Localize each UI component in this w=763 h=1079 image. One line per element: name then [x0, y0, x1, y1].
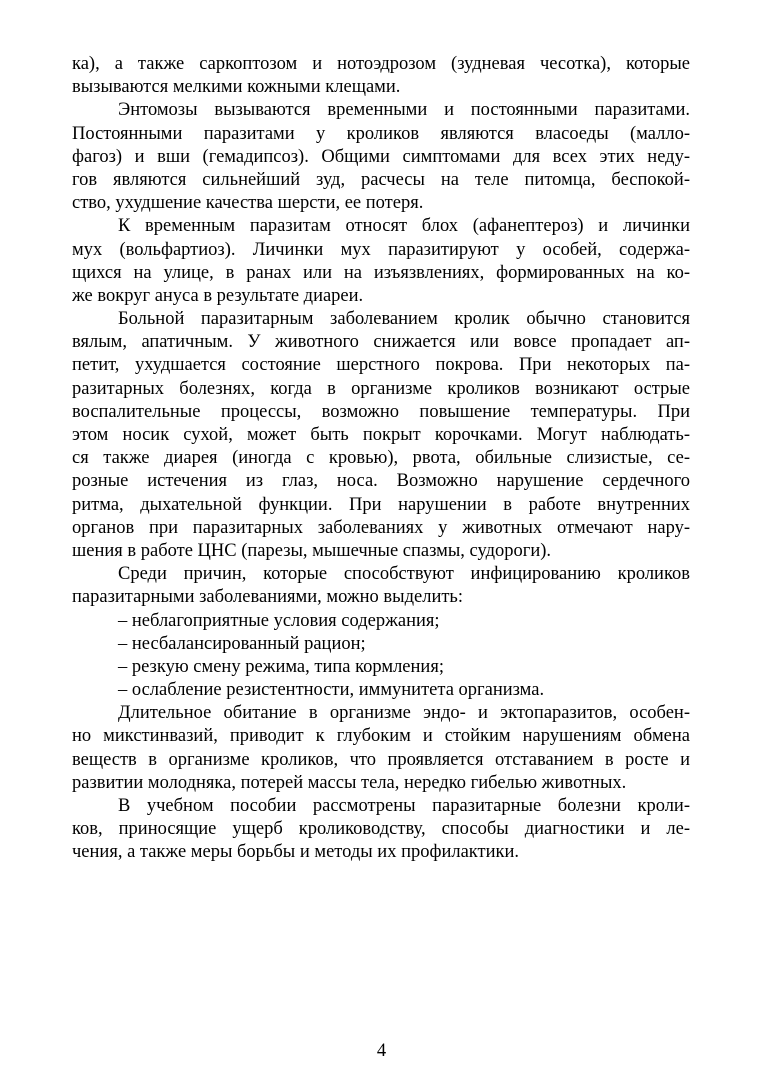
text-line: – ослабление резистентности, иммунитета организма. [118, 680, 545, 701]
paragraph [72, 633, 690, 656]
text-line: паразитарными заболеваниями, можно выделить: [72, 587, 464, 608]
page-body [72, 53, 690, 865]
text-line: – несбалансированный рацион; [118, 633, 366, 654]
text-line: воспалительные процессы, возможно повышение температуры. При [72, 401, 690, 422]
text-line: Больной паразитарным заболеванием кролик обычно становится [118, 309, 690, 330]
text-line: ков, приносящие ущерб кролиководству, способы диагностики и ле- [72, 819, 690, 840]
paragraph [72, 656, 690, 679]
text-line: петит, ухудшается состояние шерстного покрова. При некоторых па- [72, 355, 690, 376]
text-line: ся также диарея (иногда с кровью), рвота, обильные слизистые, се- [72, 448, 690, 469]
text-line: шения в работе ЦНС (парезы, мышечные спазмы, судороги). [72, 540, 552, 561]
paragraph [72, 795, 690, 865]
text-line: – неблагоприятные условия содержания; [118, 610, 440, 631]
page-number: 4 [376, 1041, 387, 1061]
text-line: щихся на улице, в ранах или на изъязвлениях, формированных на ко- [72, 262, 690, 283]
text-line: Среди причин, которые способствуют инфицированию кроликов [118, 564, 690, 585]
text-line: же вокруг ануса в результате диареи. [72, 285, 364, 306]
text-line: ритма, дыхательной функции. При нарушении в работе внутренних [72, 494, 690, 515]
text-line: гов являются сильнейший зуд, расчесы на теле питомца, беспокой- [72, 169, 690, 190]
text-line: розные истечения из глаз, носа. Возможно нарушение сердечного [72, 471, 690, 492]
text-line: развитии молодняка, потерей массы тела, нередко гибелью животных. [72, 772, 627, 793]
text-line: ство, ухудшение качества шерсти, ее потеря. [72, 193, 424, 214]
text-line: но микстинвазий, приводит к глубоким и стойким нарушениям обмена [72, 726, 690, 747]
text-line: органов при паразитарных заболеваниях у животных отмечают нару- [72, 517, 690, 538]
paragraph [72, 215, 690, 308]
text-line: вызываются мелкими кожными клещами. [72, 77, 401, 98]
text-line: К временным паразитам относят блох (афанептероз) и личинки [118, 216, 690, 237]
text-line: фагоз) и вши (гемадипсоз). Общими симптомами для всех этих неду- [72, 146, 690, 167]
text-line: этом носик сухой, может быть покрыт корочками. Могут наблюдать- [72, 425, 690, 445]
text-line: ка), а также саркоптозом и нотоэдрозом (зудневая чесотка), которые [72, 54, 690, 74]
text-line: мух (вольфартиоз). Личинки мух паразитируют у особей, содержа- [72, 239, 690, 260]
paragraph [72, 563, 690, 609]
text-line: чения, а также меры борьбы и методы их профилактики. [72, 842, 520, 863]
text-line: веществ в организме кроликов, что проявляется отставанием в росте и [72, 749, 690, 770]
text-line: В учебном пособии рассмотрены паразитарные болезни кроли- [118, 796, 690, 816]
text-line: – резкую смену режима, типа кормления; [118, 656, 444, 677]
paragraph [72, 679, 690, 702]
text-line: Энтомозы вызываются временными и постоянными паразитами. [118, 100, 690, 121]
text-line: вялым, апатичным. У животного снижается или вовсе пропадает ап- [72, 332, 690, 353]
text-line: Длительное обитание в организме эндо- и эктопаразитов, особен- [118, 703, 690, 724]
paragraph [72, 99, 690, 215]
paragraph [72, 702, 690, 795]
paragraph [72, 308, 690, 563]
paragraph [72, 53, 690, 99]
paragraph [72, 610, 690, 633]
text-line: разитарных болезнях, когда в организме кроликов возникают острые [72, 378, 690, 399]
text-line: Постоянными паразитами у кроликов являются власоеды (малло- [72, 123, 690, 144]
